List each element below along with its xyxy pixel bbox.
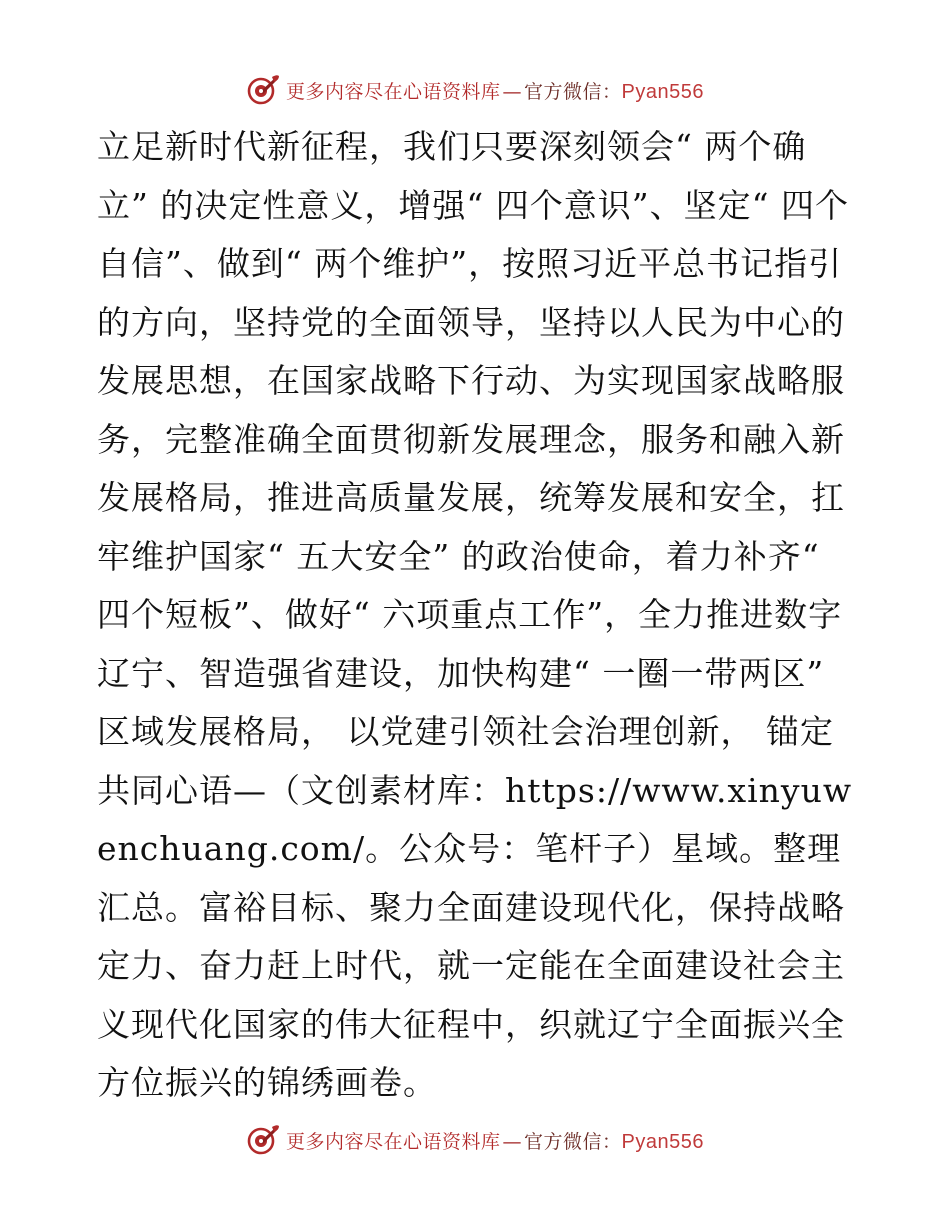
- body-paragraph: 立足新时代新征程，我们只要深刻领会“ 两个确立” 的决定性意义，增强“ 四个意识”、坚定“ 四个自信”、做到“ 两个维护”，按照习近平总书记指引的方向，坚持党的全面领导，坚持以人民为中心的发展思想，在国家战略下行动、为实现国家战略服务，完整准确全面贯彻新发展理念，服务和融入新发展格局，推进高质量发展，统筹发展和安全，扛牢维护国家“ 五大安全” 的政治使命，着力补齐“ 四个短板”、做好“ 六项重点工作”，全力推进数字辽宁、智造强省建设，加快构建“ 一圈一带两区” 区域发展格局， 以党建引领社会治理创新， 锚定共同心语—（文创素材库：https://www.xinyuwenchuang.com/。公众号：笔杆子）星域。整理汇总。富裕目标、聚力全面建设现代化，保持战略定力、奋力赶上时代，就一定能在全面建设社会主义现代化国家的伟大征程中，织就辽宁全面振兴全方位振兴的锦绣画卷。: [97, 127, 853, 1102]
- footer-wechat-handle: Pyan556: [621, 1130, 704, 1153]
- header-official-label: 官方微信：: [524, 80, 622, 103]
- footer-dash: —: [502, 1130, 523, 1153]
- header-banner-text: [286, 77, 704, 104]
- header-promo-text: 更多内容尽在心语资料库: [286, 80, 501, 103]
- header-banner: [0, 70, 950, 110]
- header-wechat-handle: Pyan556: [621, 80, 704, 103]
- footer-promo-text: 更多内容尽在心语资料库: [286, 1130, 501, 1153]
- quill-pen-logo-icon: [246, 1123, 280, 1157]
- quill-pen-logo-icon: [246, 73, 280, 107]
- footer-official-label: 官方微信：: [524, 1130, 622, 1153]
- header-banner-content: [246, 73, 704, 107]
- footer-banner: [0, 1120, 950, 1160]
- footer-banner-content: [246, 1123, 704, 1157]
- footer-banner-text: [286, 1127, 704, 1154]
- header-dash: —: [502, 80, 523, 103]
